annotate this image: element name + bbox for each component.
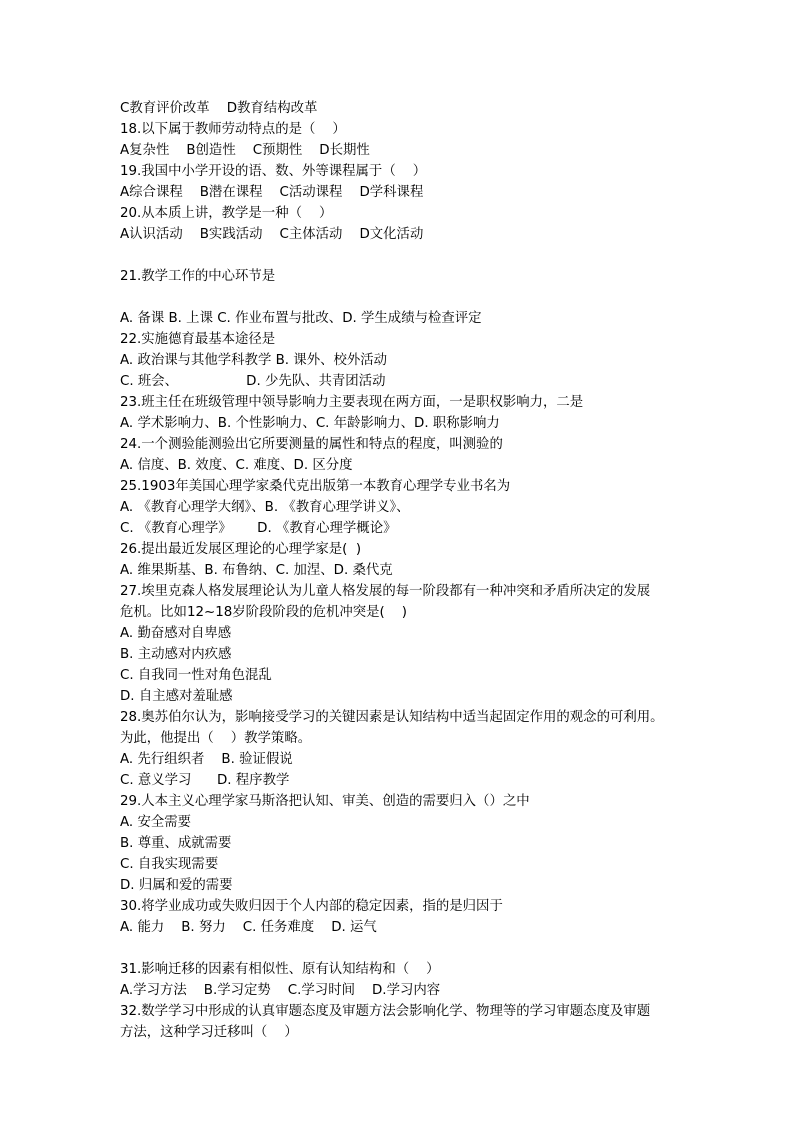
blank-line <box>120 245 700 266</box>
options-25-b: C. 《教育心理学》 D. 《教育心理学概论》 <box>120 521 397 536</box>
options-19: A综合课程 B潜在课程 C活动课程 D学科课程 <box>120 185 424 200</box>
question-27-cont: 危机。比如12~18岁阶段阶段的危机冲突是( ) <box>120 605 408 620</box>
options-23: A. 学术影响力、B. 个性影响力、C. 年龄影响力、D. 职称影响力 <box>120 416 500 431</box>
question-29: 29.人本主义心理学家马斯洛把认知、审美、创造的需要归入（）之中 <box>120 794 530 809</box>
option-27-b: B. 主动感对内疚感 <box>120 647 232 662</box>
question-31: 31.影响迁移的因素有相似性、原有认知结构和（ ） <box>120 962 440 977</box>
options-30: A. 能力 B. 努力 C. 任务难度 D. 运气 <box>120 920 377 935</box>
options-26: A. 维果斯基、B. 布鲁纳、C. 加涅、D. 桑代克 <box>120 563 393 578</box>
question-25: 25.1903年美国心理学家桑代克出版第一本教育心理学专业书名为 <box>120 479 511 494</box>
options-28-a: A. 先行组织者 B. 验证假说 <box>120 752 293 767</box>
options-28-b: C. 意义学习 D. 程序教学 <box>120 773 290 788</box>
question-26: 26.提出最近发展区理论的心理学家是( ) <box>120 542 362 557</box>
options-18: A复杂性 B创造性 C预期性 D长期性 <box>120 143 370 158</box>
options-22-a: A. 政治课与其他学科教学 B. 课外、校外活动 <box>120 353 388 368</box>
question-32-cont: 方法，这种学习迁移叫（ ） <box>120 1025 298 1040</box>
question-22: 22.实施德育最基本途径是 <box>120 332 276 347</box>
options-24: A. 信度、B. 效度、C. 难度、D. 区分度 <box>120 458 353 473</box>
question-24: 24.一个测验能测验出它所要测量的属性和特点的程度，叫测验的 <box>120 437 503 452</box>
document-page <box>120 98 700 1043</box>
options-25-a: A. 《教育心理学大纲》、B. 《教育心理学讲义》、 <box>120 500 410 515</box>
blank-line <box>120 938 700 959</box>
question-23: 23.班主任在班级管理中领导影响力主要表现在两方面，一是职权影响力，二是 <box>120 395 584 410</box>
question-19: 19.我国中小学开设的语、数、外等课程属于（ ） <box>120 164 427 179</box>
options-31: A.学习方法 B.学习定势 C.学习时间 D.学习内容 <box>120 983 441 998</box>
option-27-a: A. 勤奋感对自卑感 <box>120 626 232 641</box>
question-20: 20.从本质上讲，教学是一种（ ） <box>120 206 333 221</box>
option-29-c: C. 自我实现需要 <box>120 857 219 872</box>
question-27: 27.埃里克森人格发展理论认为儿童人格发展的每一阶段都有一种冲突和矛盾所决定的发展 <box>120 584 651 599</box>
option-27-c: C. 自我同一性对角色混乱 <box>120 668 272 683</box>
question-18: 18.以下属于教师劳动特点的是（ ） <box>120 122 346 137</box>
option-29-b: B. 尊重、成就需要 <box>120 836 232 851</box>
option-29-d: D. 归属和爱的需要 <box>120 878 233 893</box>
options-21: A. 备课 B. 上课 C. 作业布置与批改、D. 学生成绩与检查评定 <box>120 311 482 326</box>
option-29-a: A. 安全需要 <box>120 815 191 830</box>
text-line: C教育评价改革 D教育结构改革 <box>120 101 318 116</box>
question-30: 30.将学业成功或失败归因于个人内部的稳定因素，指的是归因于 <box>120 899 503 914</box>
question-32: 32.数学学习中形成的认真审题态度及审题方法会影响化学、物理等的学习审题态度及审题 <box>120 1004 651 1019</box>
question-21: 21.教学工作的中心环节是 <box>120 269 276 284</box>
options-22-b: C. 班会、 D. 少先队、共青团活动 <box>120 374 386 389</box>
blank-line <box>120 287 700 308</box>
question-28-cont: 为此，他提出（ ）教学策略。 <box>120 731 312 746</box>
options-20: A认识活动 B实践活动 C主体活动 D文化活动 <box>120 227 424 242</box>
question-28: 28.奥苏伯尔认为，影响接受学习的关键因素是认知结构中适当起固定作用的观念的可利用。 <box>120 710 664 725</box>
option-27-d: D. 自主感对羞耻感 <box>120 689 233 704</box>
